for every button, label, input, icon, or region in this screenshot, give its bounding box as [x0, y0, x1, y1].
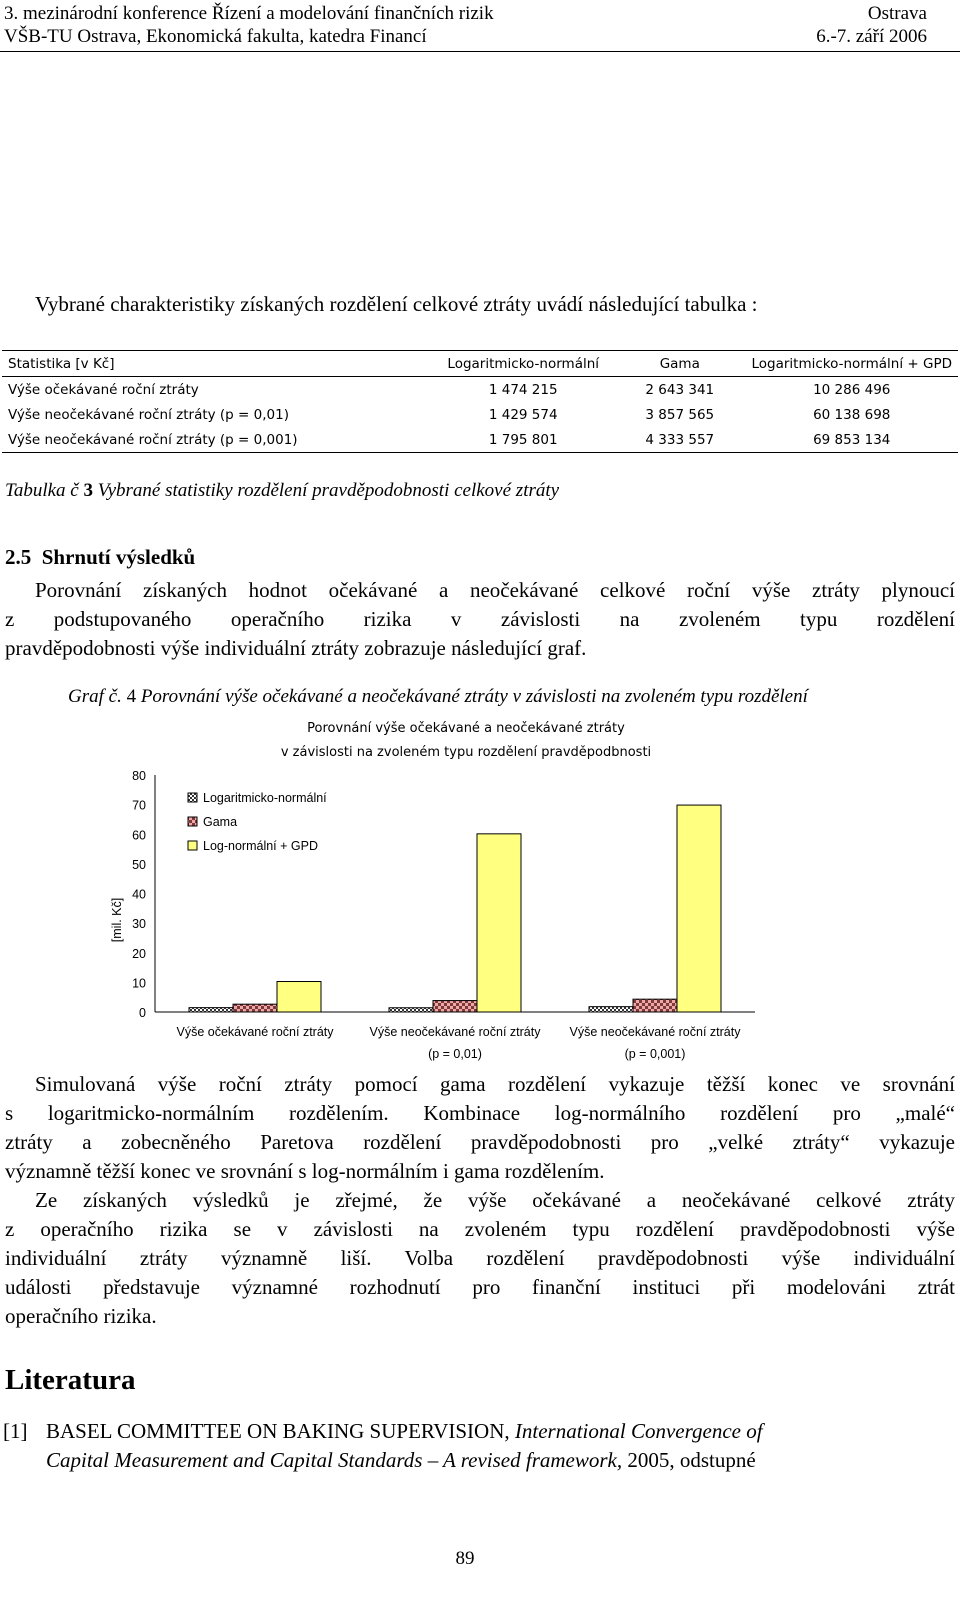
table-caption-number: 3 — [83, 480, 93, 501]
paragraph-line: významně těžší konec ve srovnání s log-normálním i gama rozdělením. — [5, 1159, 605, 1183]
table-row — [2, 427, 958, 453]
table-cell: 2 643 341 — [645, 381, 715, 398]
paragraph-line: pravděpodobnosti výše individuální ztráty zobrazuje následující graf. — [5, 636, 587, 660]
table-caption-text: Vybrané statistiky rozdělení pravděpodobnosti celkové ztráty — [97, 480, 560, 501]
bar — [189, 1008, 233, 1012]
bar — [477, 834, 521, 1012]
bar — [677, 805, 721, 1012]
paragraph-line: z operačního rizika se v závislosti na zvoleném typu rozdělení pravděpodobnosti výše — [5, 1217, 955, 1241]
table-header-cell: Logaritmicko-normální + GPD — [745, 351, 958, 377]
table-header-cell: Statistika [v Kč] — [2, 351, 432, 377]
table-cell: 1 429 574 — [488, 406, 558, 423]
table-cell: 1 795 801 — [432, 427, 614, 453]
x-tick-label: Výše neočekávané roční ztráty — [369, 1025, 541, 1039]
section-paragraph — [5, 576, 955, 663]
y-tick-label: 50 — [132, 857, 146, 872]
figure-caption-text: Porovnání výše očekávané a neočekávané ztráty v závislosti na zvoleném typu rozdělení — [140, 686, 808, 707]
bar — [633, 999, 677, 1012]
table-header-cell: Gama — [614, 351, 745, 377]
x-tick-label: Výše očekávané roční ztráty — [176, 1025, 334, 1039]
table-cell: Výše neočekávané roční ztráty (p = 0,01) — [8, 406, 289, 423]
header-faculty: VŠB-TU Ostrava, Ekonomická fakulta, katedra Financí — [4, 26, 427, 47]
reference-title-part1: International Convergence of — [514, 1419, 763, 1443]
legend-label: Gama — [203, 815, 238, 829]
y-tick-label: 40 — [132, 887, 146, 902]
table-cell: Výše očekávané roční ztráty — [8, 381, 199, 398]
table-cell: Výše neočekávané roční ztráty (p = 0,001) — [2, 427, 432, 453]
paragraph-line: Porovnání získaných hodnot očekávané a neočekávané celkové roční výše ztráty plynoucí — [35, 578, 955, 602]
paragraph-line: z podstupovaného operačního rizika v závislosti na zvoleném typu rozdělení — [5, 607, 955, 631]
conclusion-paragraph-2 — [5, 1186, 955, 1331]
header-city: Ostrava — [867, 3, 927, 24]
table-cell: 3 857 565 — [645, 406, 715, 423]
y-tick-label: 80 — [132, 769, 146, 783]
table-cell: 60 138 698 — [813, 406, 891, 423]
chart-plot-area — [132, 769, 755, 1061]
table-header-cell: Logaritmicko-normální — [432, 351, 614, 377]
statistics-table — [2, 350, 958, 453]
conclusion-paragraph-1 — [5, 1070, 955, 1186]
reference-entry — [46, 1417, 926, 1475]
literature-heading: Literatura — [5, 1364, 136, 1396]
legend-swatch — [188, 817, 197, 826]
figure-caption-number: 4 — [126, 686, 137, 707]
bar — [589, 1007, 633, 1012]
header-conference: 3. mezinárodní konference Řízení a modelování finančních rizik — [4, 3, 494, 24]
table-cell: 4 333 557 — [614, 427, 745, 453]
reference-number: [1] — [3, 1419, 28, 1443]
header-rule — [0, 51, 960, 52]
section-number: 2.5 — [5, 545, 32, 569]
table-cell: 69 853 134 — [745, 427, 958, 453]
section-title: Shrnutí výsledků — [41, 545, 196, 569]
bar — [233, 1004, 277, 1012]
y-tick-label: 10 — [132, 976, 146, 991]
y-axis-label: [mil. Kč] — [110, 897, 124, 943]
table-cell: 10 286 496 — [813, 381, 891, 398]
y-tick-label: 0 — [139, 1006, 146, 1020]
table-caption — [5, 480, 559, 502]
figure-caption — [68, 686, 808, 708]
table-cell: 1 474 215 — [488, 381, 558, 398]
legend-swatch — [188, 793, 197, 802]
legend-swatch — [188, 841, 197, 850]
header-date: 6.-7. září 2006 — [816, 26, 927, 47]
figure-caption-prefix: Graf č. — [68, 686, 122, 707]
paragraph-line: Ze získaných výsledků je zřejmé, že výše očekávané a neočekávané celkové ztráty — [35, 1188, 955, 1212]
paragraph-line: operačního rizika. — [5, 1304, 157, 1328]
chart-title-line1: Porovnání výše očekávané a neočekávané ztráty — [307, 721, 625, 736]
y-tick-label: 30 — [132, 917, 146, 932]
reference-author: BASEL COMMITTEE ON BAKING SUPERVISION, — [46, 1419, 510, 1443]
table-row — [2, 377, 958, 403]
paragraph-line: Simulovaná výše roční ztráty pomocí gama rozdělení vykazuje těžší konec ve srovnání — [35, 1072, 955, 1096]
x-tick-label: (p = 0,01) — [428, 1047, 482, 1061]
table-caption-prefix: Tabulka č — [5, 480, 79, 501]
bar — [433, 1001, 477, 1012]
y-tick-label: 70 — [132, 798, 146, 813]
paragraph-line: individuální ztráty významně liší. Volba rozdělení pravděpodobnosti výše individuální — [5, 1246, 955, 1270]
bar-chart — [0, 715, 960, 1075]
section-heading — [5, 545, 195, 570]
legend-label: Logaritmicko-normální — [203, 791, 327, 805]
legend-label: Log-normální + GPD — [203, 839, 318, 853]
table-row — [2, 402, 958, 427]
x-tick-label: (p = 0,001) — [624, 1047, 686, 1061]
reference-title-part2: Capital Measurement and Capital Standards – A revised framework, — [46, 1448, 623, 1472]
table-intro: Vybrané charakteristiky získaných rozdělení celkové ztráty uvádí následující tabulka : — [35, 292, 758, 316]
bar — [389, 1008, 433, 1012]
paragraph-line: události představuje významné rozhodnutí pro finanční instituci při modelováni ztrát — [5, 1275, 955, 1299]
bar — [277, 982, 321, 1012]
reference-tail: 2005, odstupné — [627, 1448, 756, 1472]
chart-title-line2: v závislosti na zvoleném typu rozdělení pravděpodbnosti — [280, 745, 652, 760]
x-tick-label: Výše neočekávané roční ztráty — [569, 1025, 741, 1039]
y-tick-label: 20 — [132, 946, 146, 961]
y-tick-label: 60 — [132, 828, 146, 843]
paragraph-line: ztráty a zobecněného Paretova rozdělení pravděpodobnosti pro „velké ztráty“ vykazuje — [5, 1130, 955, 1154]
paragraph-line: s logaritmicko-normálním rozdělením. Kombinace log-normálního rozdělení pro „malé“ — [5, 1101, 955, 1125]
table-header-row — [2, 351, 958, 377]
page-number: 89 — [455, 1548, 475, 1569]
